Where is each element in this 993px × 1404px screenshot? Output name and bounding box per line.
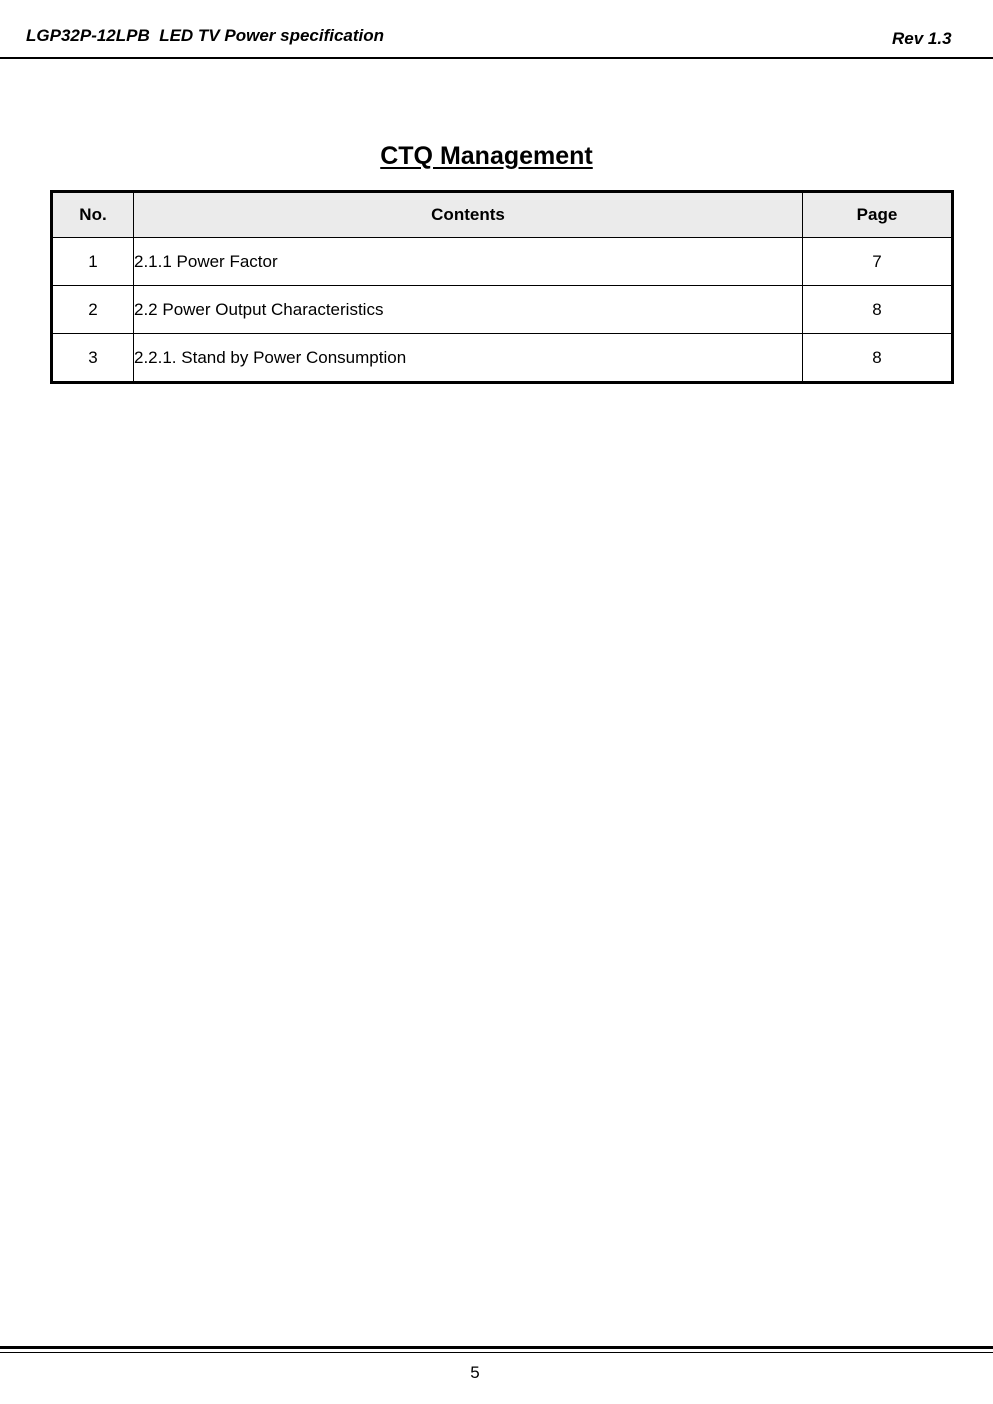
table-row (52, 238, 953, 286)
page-number: 5 (470, 1363, 480, 1382)
header-divider (0, 57, 993, 59)
table-row (52, 286, 953, 334)
row-contents: 2.1.1 Power Factor (134, 238, 803, 286)
row-contents: 2.2 Power Output Characteristics (134, 286, 803, 334)
header-contents: Contents (134, 192, 803, 238)
row-no: 2 (52, 286, 134, 334)
page-title: CTQ Management (380, 142, 593, 170)
ctq-table (50, 190, 954, 384)
row-no: 1 (52, 238, 134, 286)
header-page: Page (803, 192, 953, 238)
footer-divider-thin (0, 1352, 993, 1353)
document-header-title: LGP32P-12LPB LED TV Power specification (26, 26, 385, 45)
row-page: 7 (803, 238, 953, 286)
row-contents: 2.2.1. Stand by Power Consumption (134, 334, 803, 383)
table-row (52, 334, 953, 383)
row-page: 8 (803, 334, 953, 383)
row-no: 3 (52, 334, 134, 383)
footer-divider-thick (0, 1346, 993, 1349)
header-no: No. (52, 192, 134, 238)
document-revision: Rev 1.3 (892, 29, 952, 48)
table-header-row (52, 192, 953, 238)
row-page: 8 (803, 286, 953, 334)
